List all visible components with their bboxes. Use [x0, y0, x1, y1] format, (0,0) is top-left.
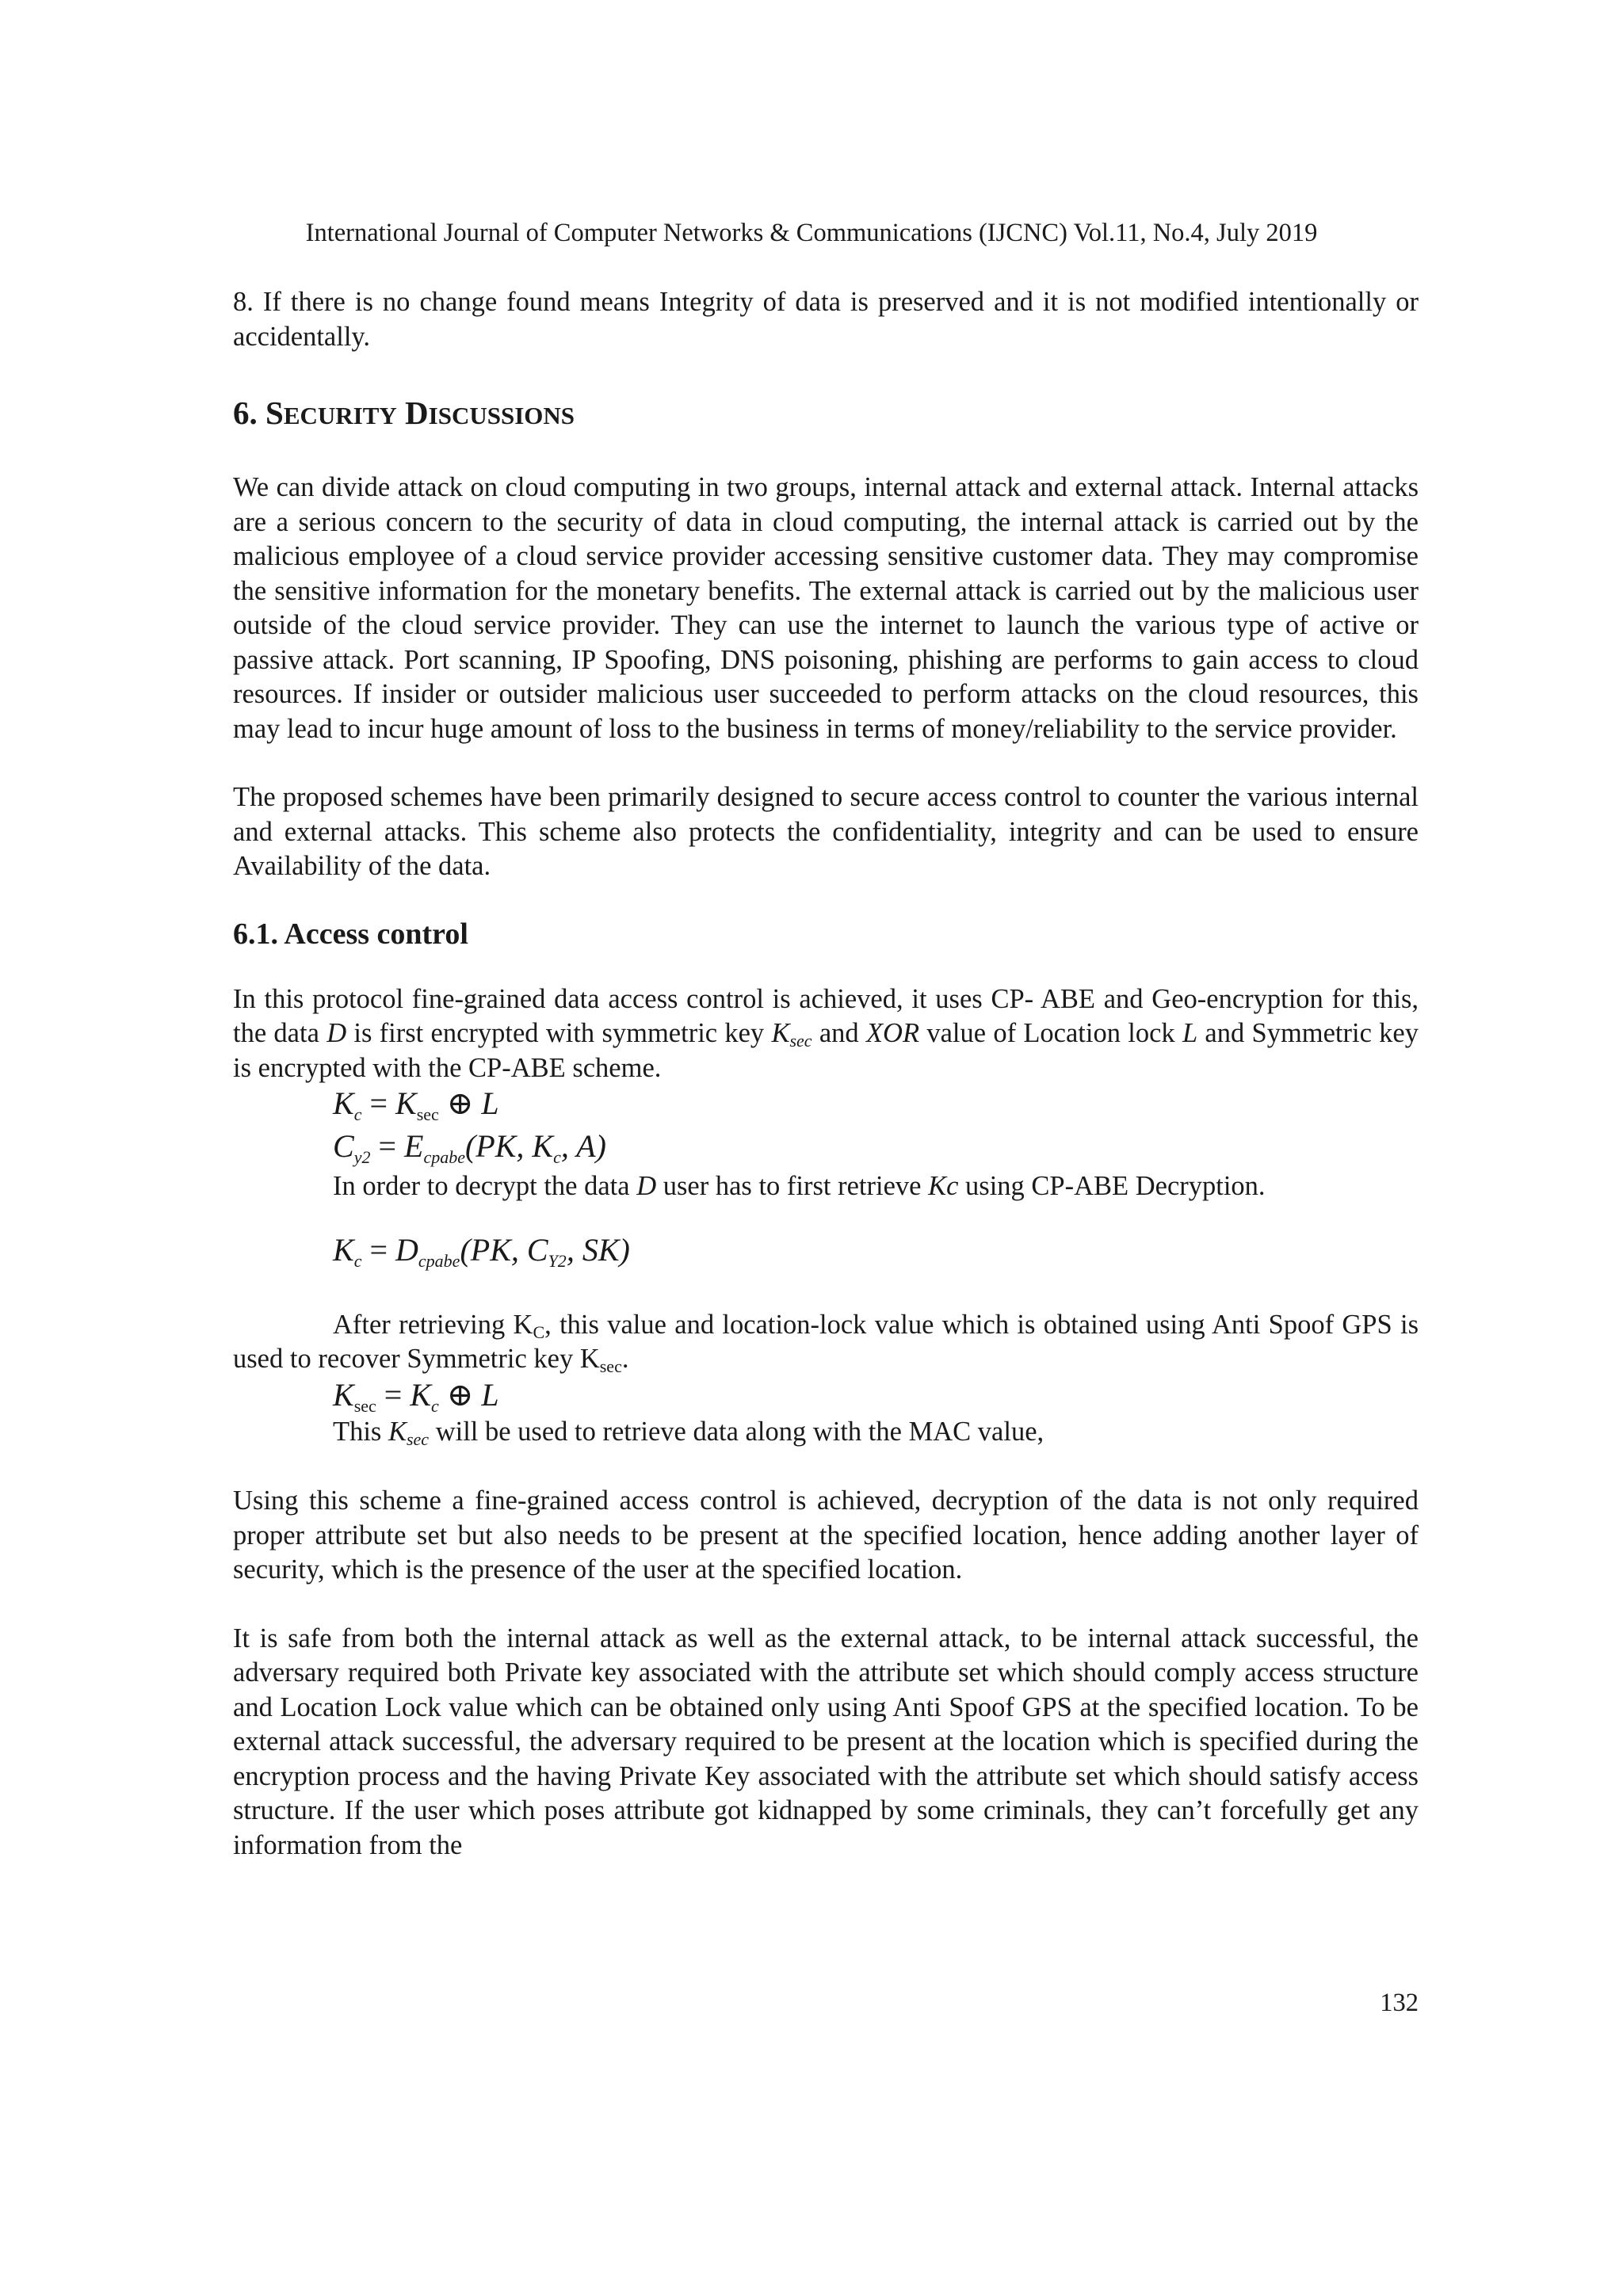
math-variable: Kc: [928, 1171, 959, 1201]
math-variable: [388, 1417, 429, 1447]
math-symbol: , A): [560, 1128, 606, 1164]
text-run: value of Location lock: [919, 1018, 1182, 1048]
section-heading: [233, 393, 1419, 436]
text-run: and: [812, 1018, 866, 1048]
math-symbol: E: [404, 1128, 424, 1164]
running-header: International Journal of Computer Networks & Communications (IJCNC) Vol.11, No.4, July 2019: [305, 219, 1318, 247]
math-symbol: K: [333, 1085, 354, 1121]
text-run: After retrieving K: [333, 1309, 533, 1340]
equation: [233, 1127, 1419, 1166]
content: [233, 285, 1419, 1863]
math-subscript: sec: [789, 1031, 812, 1051]
math-operator: =: [361, 1085, 396, 1121]
section-title-rest: ECURITY: [283, 402, 397, 429]
math-symbol: K: [771, 1018, 790, 1048]
text-run: This: [333, 1416, 388, 1447]
text-run: , this value and location-lock value which is obtained using Anti Spoof GPS is used to recover Symmetric key K: [233, 1309, 1419, 1374]
text-subscript: C: [533, 1322, 545, 1342]
text-run: and Symmetric key is encrypted with the CP-ABE scheme.: [233, 1018, 1419, 1083]
paragraph: We can divide attack on cloud computing in two groups, internal attack and external attack. Internal attacks are a serious concern to the security of data in cloud computing, the internal attack is carried out by the malicious employee of a cloud service provider accessing sensitive customer data. They may compromise the sensitive information for the monetary benefits. The external attack is carried out by the malicious user outside of the cloud service provider. They can use the internet to launch the various type of active or passive attack. Port scanning, IP Spoofing, DNS poisoning, phishing are performs to gain access to cloud resources. If insider or outsider malicious user succeeded to perform attacks on the cloud resources, this may lead to incur huge amount of loss to the business in terms of money/reliability to the service provider.: [233, 472, 1419, 744]
math-operator: ⊕: [438, 1085, 482, 1121]
math-subscript: cpabe: [423, 1147, 465, 1167]
text-run: is first encrypted with symmetric key: [346, 1018, 772, 1048]
math-subscript: y2: [353, 1147, 371, 1167]
math-symbol: L: [481, 1085, 499, 1121]
text-subscript: sec: [599, 1356, 622, 1376]
math-symbol: K: [333, 1376, 354, 1413]
text-run: .: [621, 1344, 629, 1374]
math-symbol: K: [410, 1376, 432, 1413]
math-symbol: D: [395, 1231, 418, 1268]
paragraph: Using this scheme a fine-grained access control is achieved, decryption of the data is not only required proper attribute set but also needs to be present at the specified location, hence adding another layer of security, which is the presence of the user at the specified location.: [233, 1486, 1419, 1585]
math-operator: =: [376, 1376, 411, 1413]
math-subscript: c: [353, 1104, 362, 1124]
text-run: In this protocol fine-grained data access control is achieved, it uses CP- ABE and Geo-encryption for this, the data: [233, 983, 1419, 1048]
math-operator: ⊕: [438, 1376, 482, 1413]
math-symbol: L: [481, 1376, 499, 1413]
equation: [233, 1230, 1419, 1270]
math-subscript: c: [431, 1395, 439, 1416]
equation: [233, 1375, 1419, 1415]
math-symbol: (PK, K: [464, 1128, 554, 1164]
math-symbol: , SK): [566, 1231, 630, 1268]
math-variable: D: [327, 1018, 347, 1048]
equation: [233, 1084, 1419, 1123]
section-title-initial: D: [405, 395, 429, 431]
math-symbol: K: [333, 1231, 354, 1268]
math-subscript: cpabe: [418, 1250, 460, 1271]
math-variable: L: [1182, 1018, 1198, 1048]
text-run: will be used to retrieve data along with the MAC value,: [429, 1416, 1044, 1447]
section-title-rest: ISCUSSIONS: [428, 402, 575, 429]
subsection-heading: 6.1. Access control: [233, 917, 468, 951]
paragraph: [233, 982, 1419, 1086]
math-subscript: Y2: [548, 1250, 567, 1271]
math-variable: XOR: [865, 1018, 920, 1048]
math-variable: D: [636, 1171, 657, 1201]
math-subscript: sec: [406, 1428, 430, 1449]
section-number: 6.: [233, 395, 258, 431]
text-run: user has to first retrieve: [656, 1171, 929, 1201]
paragraph: It is safe from both the internal attack as well as the external attack, to be internal attack successful, the adversary required both Private key associated with the attribute set which should comply access structure and Location Lock value which can be obtained only using Anti Spoof GPS at the specified location. To be external attack successful, the adversary required to be present at the location which is specified during the encryption process and the having Private Key associated with the attribute set which should satisfy access structure. If the user which poses attribute got kidnapped by some criminals, they can’t forcefully get any information from the: [233, 1623, 1419, 1860]
paragraph: The proposed schemes have been primarily designed to secure access control to counter the various internal and external attacks. This scheme also protects the confidentiality, integrity and can be used to ensure Availability of the data.: [233, 782, 1419, 881]
math-subscript: sec: [353, 1395, 376, 1416]
math-subscript: sec: [416, 1104, 439, 1124]
math-subscript: c: [553, 1147, 561, 1167]
paragraph: [233, 1169, 1419, 1204]
math-symbol: (PK, C: [460, 1231, 548, 1268]
paragraph: [233, 1415, 1419, 1450]
text-run: using CP-ABE Decryption.: [958, 1171, 1266, 1201]
math-subscript: c: [353, 1250, 362, 1271]
text-run: In order to decrypt the data: [333, 1171, 637, 1201]
math-symbol: K: [388, 1416, 407, 1447]
page-number: 132: [1380, 1989, 1419, 2017]
math-symbol: K: [395, 1085, 417, 1121]
math-symbol: C: [333, 1128, 354, 1164]
section-title-initial: S: [265, 395, 284, 431]
math-variable: [771, 1018, 812, 1051]
math-operator: =: [370, 1128, 405, 1164]
paragraph: [233, 1308, 1419, 1377]
list-item-8: 8. If there is no change found means Integrity of data is preserved and it is not modified intentionally or accidentally.: [233, 287, 1419, 352]
math-operator: =: [361, 1231, 396, 1268]
